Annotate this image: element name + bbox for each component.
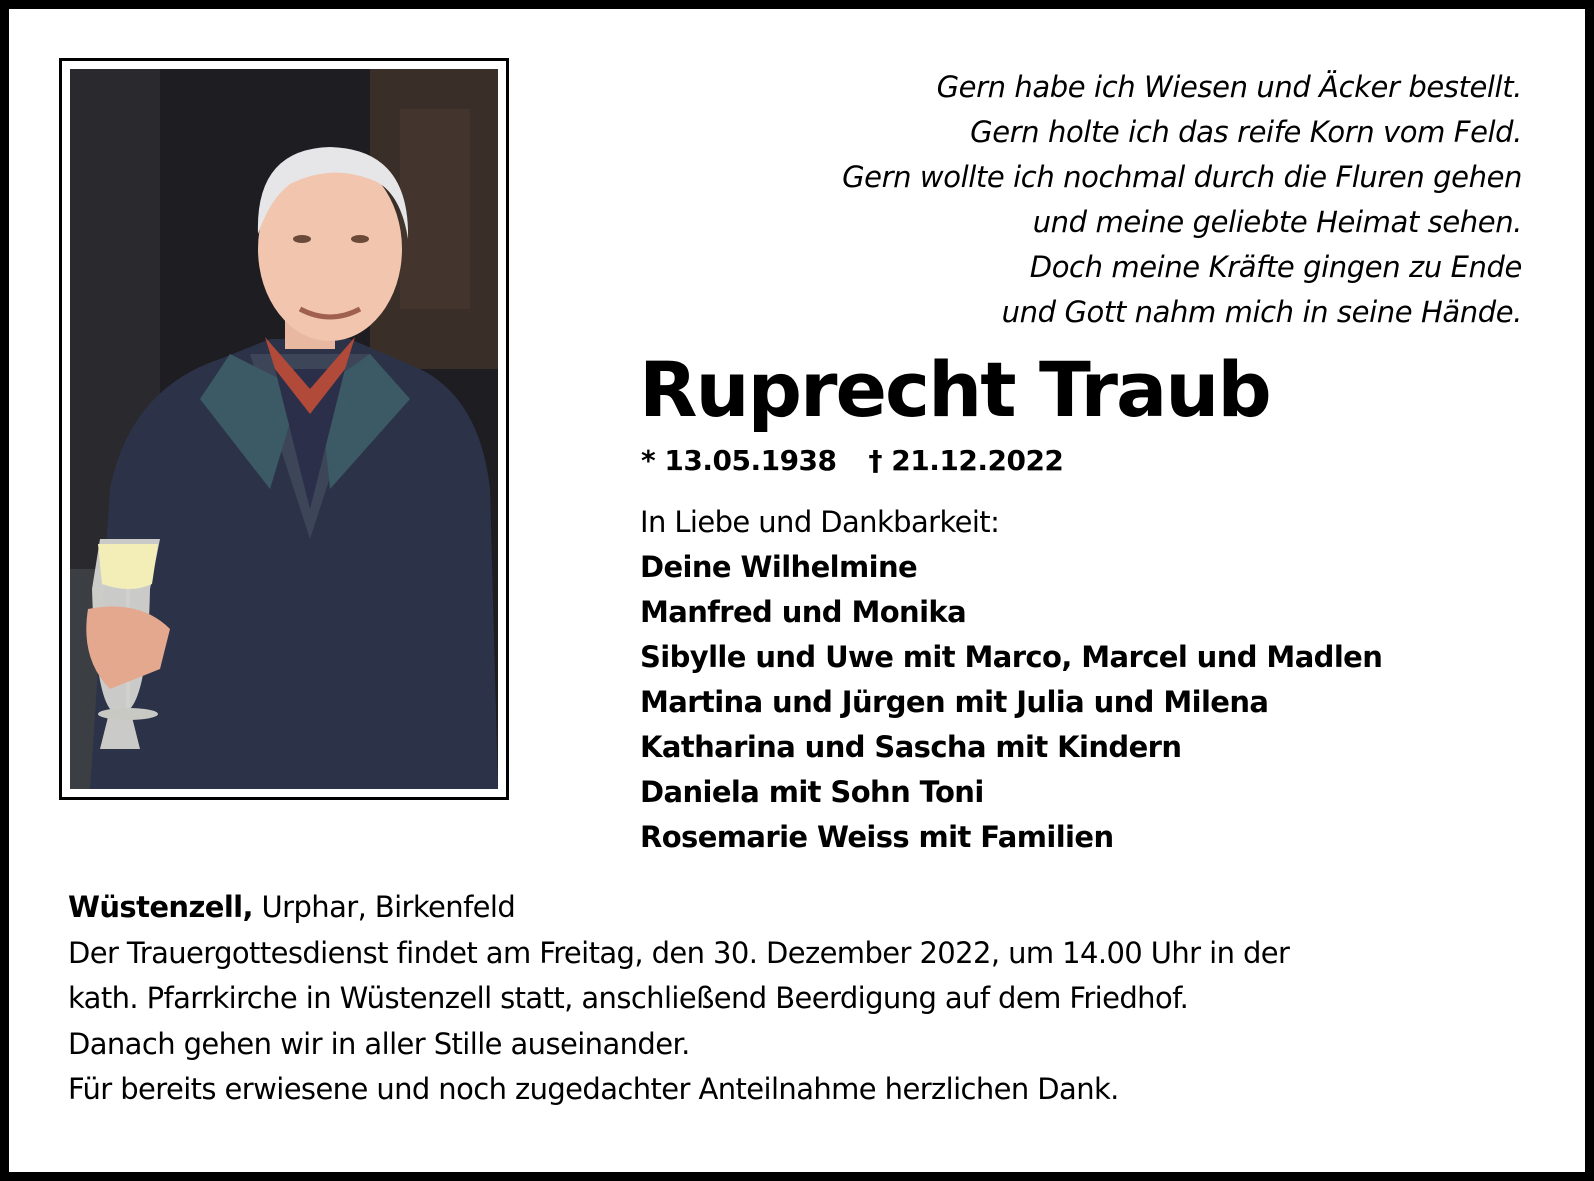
service-line: Für bereits erwiesene und noch zugedachter Anteilnahme herzlichen Dank. — [68, 1072, 1119, 1106]
place-main: Wüstenzell, — [68, 890, 253, 924]
service-line: Danach gehen wir in aller Stille auseinander. — [68, 1026, 690, 1061]
place-others: Urphar, Birkenfeld — [252, 890, 516, 924]
life-dates — [641, 443, 1063, 479]
poem-line: und meine geliebte Heimat sehen. — [1032, 205, 1522, 239]
poem-line: Gern wollte ich nochmal durch die Fluren gehen — [842, 160, 1522, 194]
poem-line: und Gott nahm mich in seine Hände. — [1001, 295, 1522, 329]
birth-date: * 13.05.1938 — [641, 444, 837, 477]
service-details — [68, 885, 1548, 1113]
death-date: † 21.12.2022 — [868, 444, 1064, 477]
poem-line: Gern habe ich Wiesen und Äcker bestellt. — [936, 70, 1522, 104]
mourners-intro: In Liebe und Dankbarkeit: — [640, 505, 1000, 539]
poem-line: Doch meine Kräfte gingen zu Ende — [1029, 250, 1522, 284]
mourner-entry: Daniela mit Sohn Toni — [640, 775, 984, 809]
poem-line: Gern holte ich das reife Korn vom Feld. — [970, 115, 1522, 149]
mourners-list — [640, 500, 1382, 860]
mourner-entry: Martina und Jürgen mit Julia und Milena — [640, 685, 1269, 719]
poem — [782, 65, 1522, 335]
deceased-name: Ruprecht Traub — [639, 345, 1270, 434]
portrait-photo — [70, 69, 498, 789]
service-line: kath. Pfarrkirche in Wüstenzell statt, anschließend Beerdigung auf dem Friedhof. — [68, 981, 1189, 1015]
places-line — [68, 885, 1548, 931]
portrait-frame — [59, 58, 509, 800]
mourner-entry: Rosemarie Weiss mit Familien — [640, 820, 1114, 854]
mourner-entry: Manfred und Monika — [640, 595, 967, 629]
mourner-entry: Katharina und Sascha mit Kindern — [640, 730, 1182, 764]
mourner-entry: Sibylle und Uwe mit Marco, Marcel und Madlen — [640, 640, 1383, 674]
service-line: Der Trauergottesdienst findet am Freitag, den 30. Dezember 2022, um 14.00 Uhr in der — [68, 935, 1290, 970]
mourner-entry: Deine Wilhelmine — [640, 550, 918, 584]
